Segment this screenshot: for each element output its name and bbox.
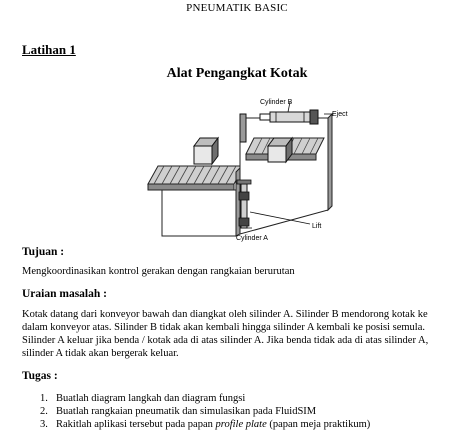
problem-paragraph: [22, 308, 462, 360]
label-lift: Lift: [312, 223, 322, 230]
problem-heading: Uraian masalah :: [22, 288, 107, 300]
task-text: Buatlah rangkaian pneumatik dan simulasikan pada FluidSIM: [56, 406, 317, 417]
lifting-device-drawing: [118, 92, 358, 242]
label-cylinder-a: Cylinder A: [236, 235, 268, 242]
tasks-list: [40, 392, 370, 431]
box-upper: [268, 138, 292, 162]
label-eject: Eject: [332, 111, 348, 118]
task-item: [40, 418, 370, 431]
exercise-title: Latihan 1: [22, 42, 76, 57]
task-text: Buatlah diagram langkah dan diagram fungsi: [56, 393, 246, 404]
lower-conveyor: [148, 166, 244, 190]
task-number: 3.: [40, 419, 48, 430]
goal-text: Mengkoordinasikan kontrol gerakan dengan rangkaian berurutan: [22, 266, 295, 277]
task-item: [40, 405, 370, 418]
problem-line: Silinder A keluar jika benda / kotak ada di atas silinder A. Jika benda tidak ada di atas silinder A,: [22, 335, 429, 346]
box-lower: [194, 138, 218, 164]
problem-line: dalam konveyor atas. Silinder B tidak akan kembali hingga silinder A kembali ke posisi semula.: [22, 322, 426, 333]
tasks-heading: Tugas :: [22, 370, 58, 382]
task-text: Rakitlah aplikasi tersebut pada papan: [56, 419, 216, 430]
task-number: 1.: [40, 393, 48, 404]
task-text-after: (papan meja praktikum): [266, 419, 371, 430]
problem-line: Kotak datang dari konveyor bawah dan diangkat oleh silinder A. Silinder B mendorong kotak ke: [22, 309, 428, 320]
figure-title: Alat Pengangkat Kotak: [166, 66, 308, 81]
goal-heading: Tujuan :: [22, 246, 65, 258]
task-item: [40, 392, 370, 405]
task-number: 2.: [40, 406, 48, 417]
page-header: PNEUMATIK BASIC: [186, 2, 288, 14]
label-cylinder-b: Cylinder B: [260, 99, 293, 106]
problem-line: silinder A tidak akan bergerak keluar.: [22, 348, 179, 359]
task-text-italic: profile plate: [215, 419, 267, 430]
lifting-device-illustration: [118, 92, 358, 247]
